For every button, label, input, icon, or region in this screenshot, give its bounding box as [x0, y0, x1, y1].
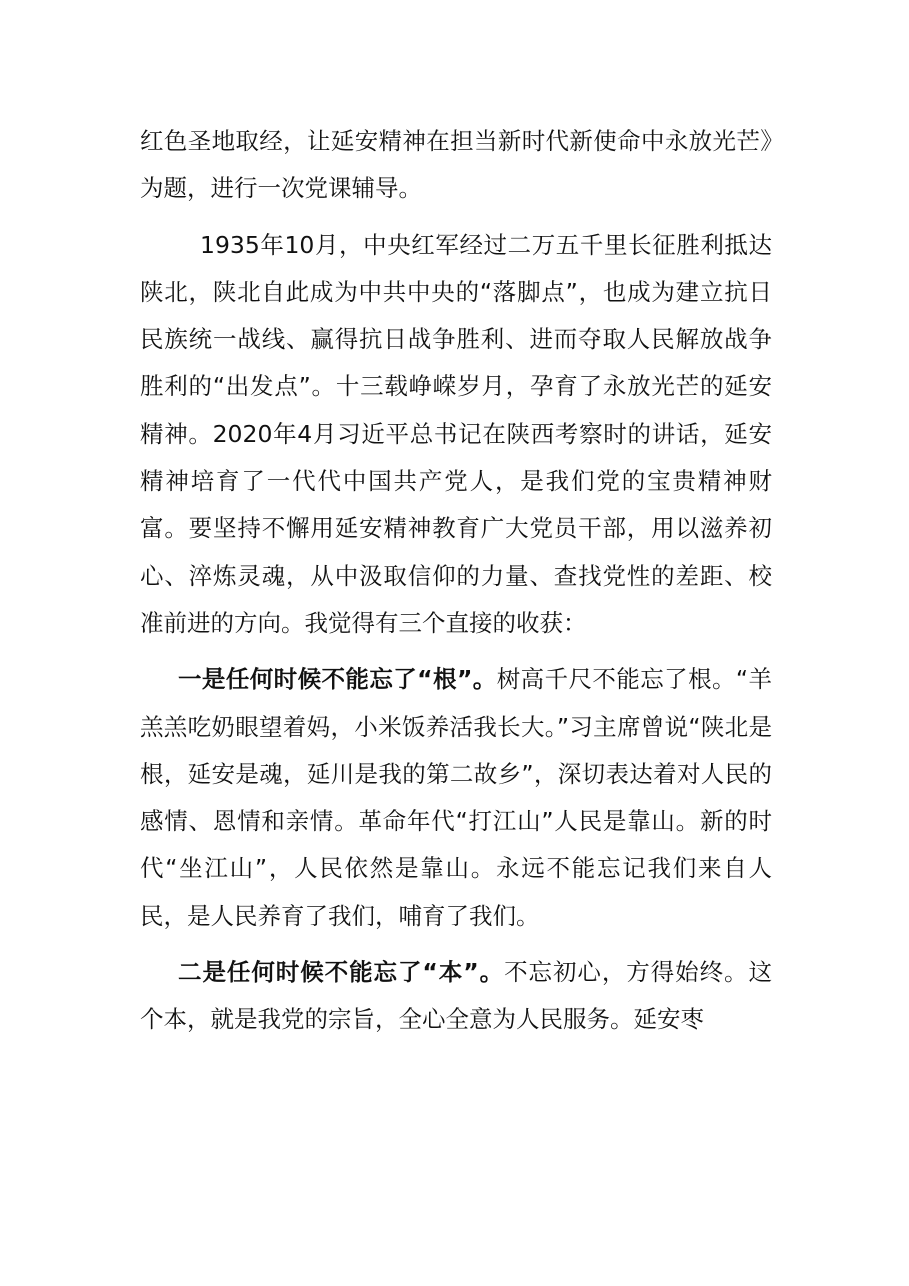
paragraph-lead: 一是任何时候不能忘了“根”。 [178, 665, 497, 694]
paragraph-text: 树高千尺不能忘了根。“羊羔羔吃奶眼望着妈，小米饭养活我长大。”习主席曾说“陕北是根，延安是魂，延川是我的第二故乡”，深切表达着对人民的感情、恩情和亲情。革命年代“打江山”人民是靠山。新的时代“坐江山”，人民依然是靠山。永远不能忘记我们来自人民，是人民养育了我们，哺育了我们。 [140, 665, 772, 930]
document-page [140, 118, 772, 1044]
paragraph-text: 红色圣地取经，让延安精神在担当新时代新使命中永放光芒》为题，进行一次党课辅导。 [140, 127, 772, 203]
paragraph-root [140, 656, 772, 940]
paragraph-yanan-history [140, 222, 772, 648]
paragraph-text: 不忘初心，方得始终。这个本，就是我党的宗旨，全心全意为人民服务。延安枣 [140, 958, 772, 1034]
paragraph-text: 1935年10月，中央红军经过二万五千里长征胜利抵达陕北，陕北自此成为中共中央的“落脚点”，也成为建立抗日民族统一战线、赢得抗日战争胜利、进而夺取人民解放战争胜利的“出发点”。十三载峥嵘岁月，孕育了永放光芒的延安精神。2020年4月习近平总书记在陕西考察时的讲话，延安精神培育了一代代中国共产党人，是我们党的宝贵精神财富。要坚持不懈用延安精神教育广大党员干部，用以滋养初心、淬炼灵魂，从中汲取信仰的力量、查找党性的差距、校准前进的方向。我觉得有三个直接的收获： [140, 230, 772, 637]
paragraph-continuation [140, 118, 772, 213]
paragraph-lead: 二是任何时候不能忘了“本”。 [178, 958, 505, 987]
paragraph-foundation [140, 949, 772, 1044]
